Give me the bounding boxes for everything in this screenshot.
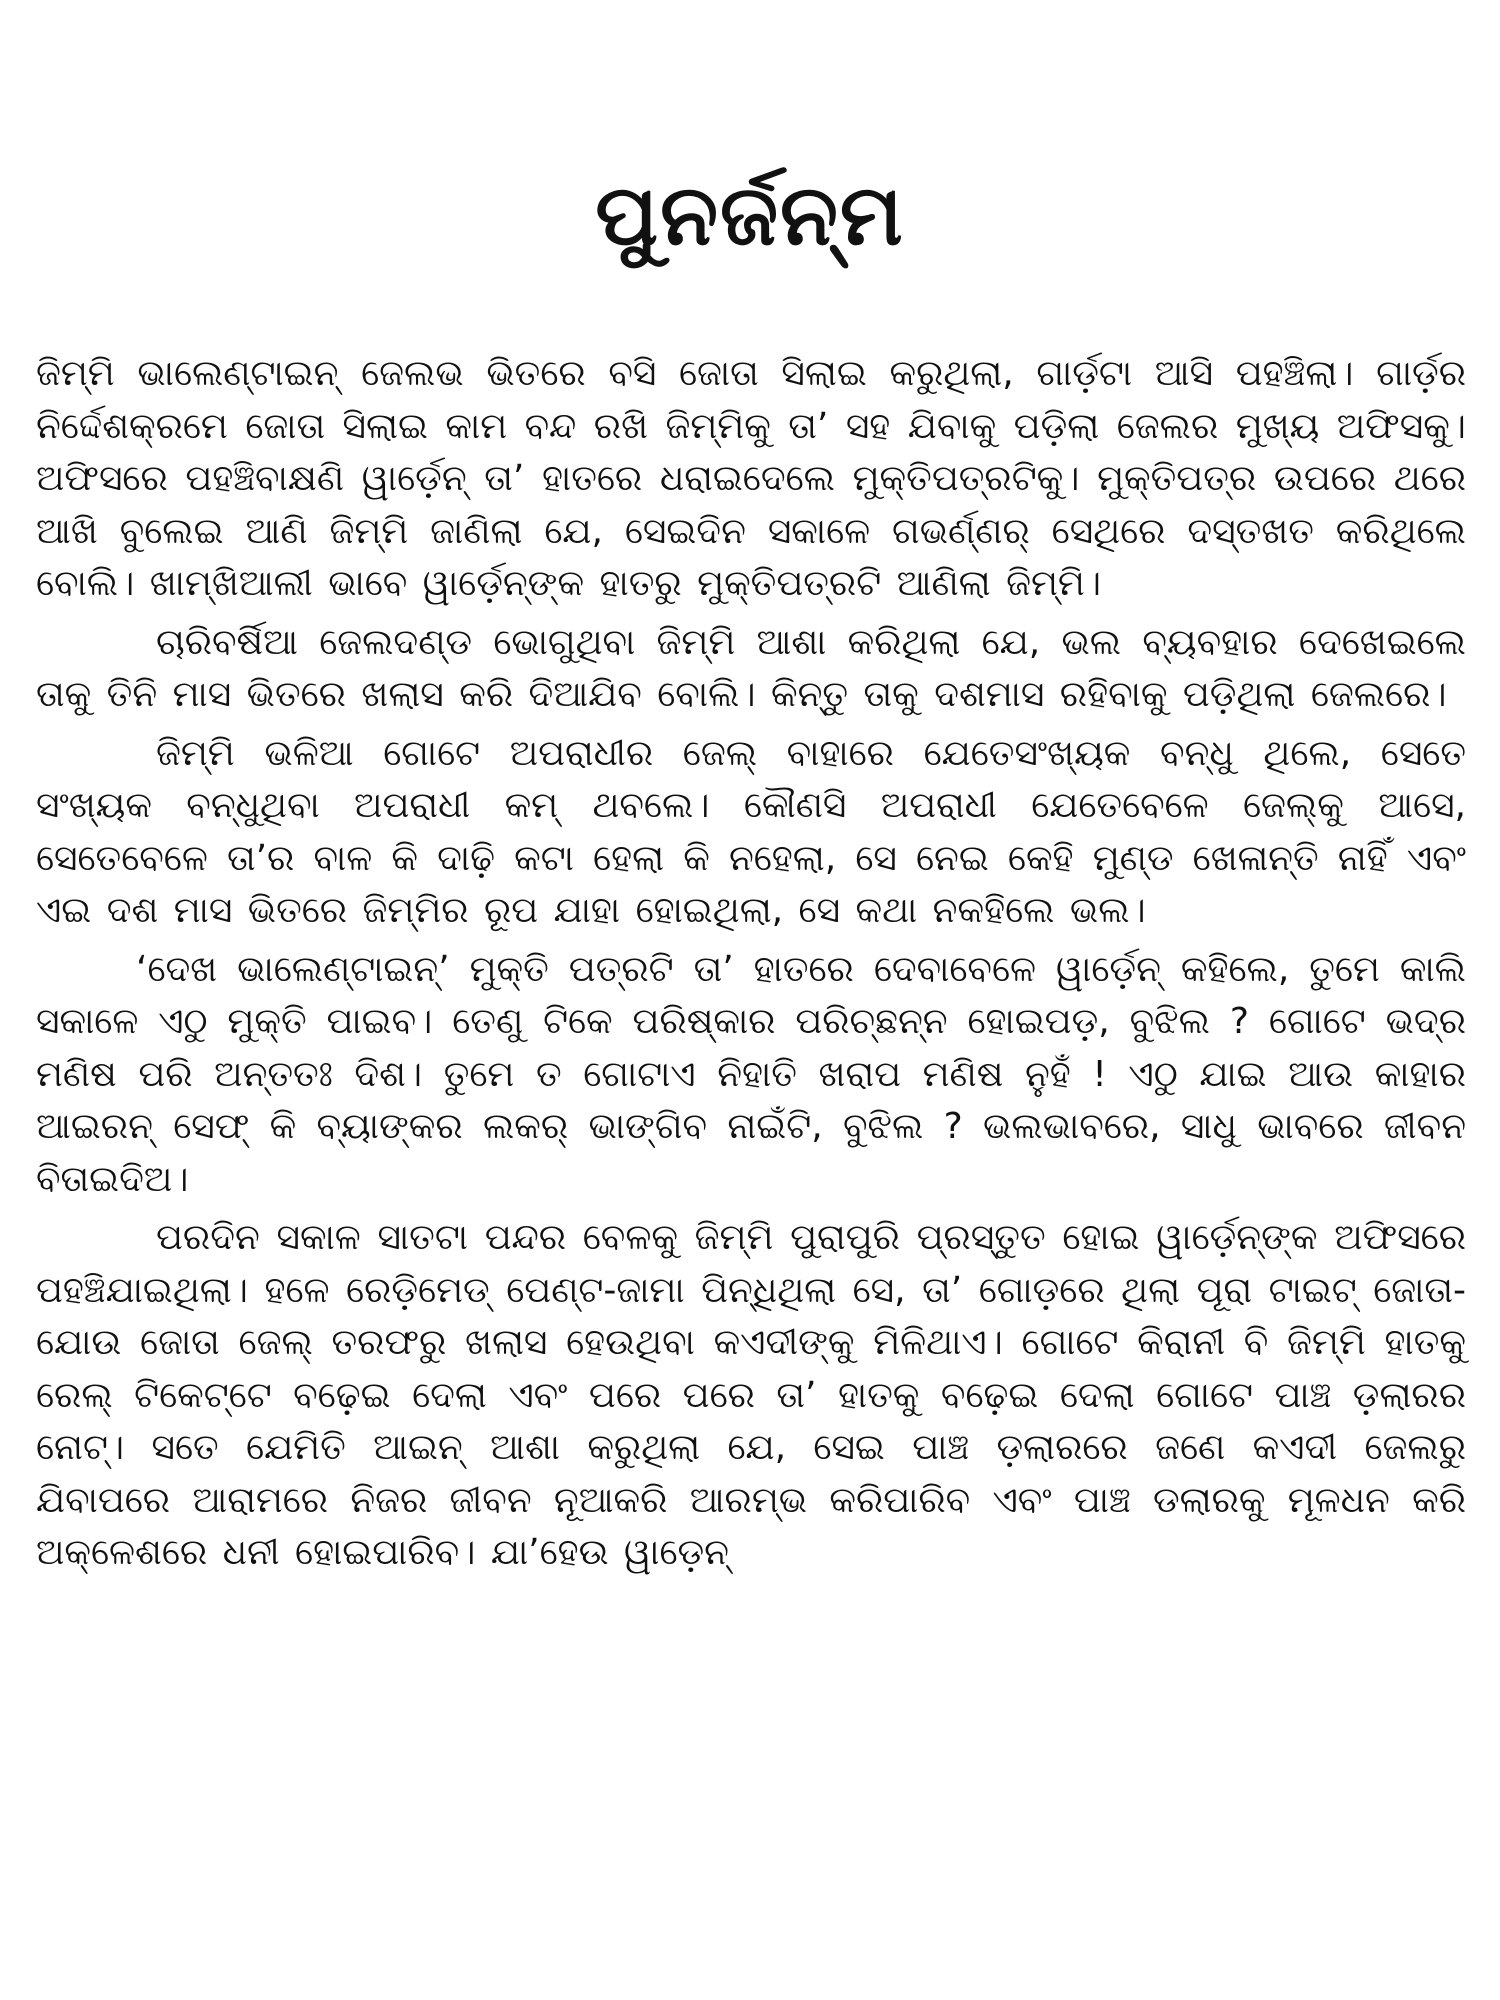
paragraph-3: ଜିମ୍ମି ଭଳିଆ ଗୋଟେ ଅପରାଧୀର ଜେଲ୍ ବାହାରେ ଯେତେସଂଖ୍ୟକ ବନ୍ଧୁ ଥିଲେ, ସେତେ ସଂଖ୍ୟକ ବନ୍ଧୁଥିବା ଅପରାଧୀ କମ୍ ଥବଲେ। କୌଣସି ଅପରାଧୀ ଯେତେବେଳେ ଜେଲ୍‌କୁ ଆସେ, ସେତେବେଳେ ତା’ର ବାଳ କି ଦାଢ଼ି କଟା ହେଲା କି ନହେଲା, ସେ ନେଇ କେହି ମୁଣ୍ଡ ଖେଳାନ୍ତି ନାହିଁ ଏବଂ ଏଇ ଦଶ ମାସ ଭିତରେ ଜିମ୍ମିର ରୂପ ଯାହା ହୋଇଥିଲା, ସେ କଥା ନକହିଲେ ଭଲ। [36,732,1466,931]
page-title: ପୁନର୍ଜନ୍ମ [595,166,905,264]
paragraph-1: ଜିମ୍ମି ଭାଲେଣ୍ଟାଇନ୍ ଜେଲଭ ଭିତରେ ବସି ଜୋତା ସିଲାଇ କରୁଥିଲା, ଗାର୍ଡ଼ଟା ଆସି ପହଞ୍ଚିଲା। ଗାର୍ଡ଼ର ନିର୍ଦ୍ଦେଶକ୍ରମେ ଜୋତା ସିଲାଇ କାମ ବନ୍ଦ ରଖି ଜିମ୍ମିକୁ ତା’ ସହ ଯିବାକୁ ପଡ଼ିଲା ଜେଲର ମୁଖ୍ୟ ଅଫିସକୁ। ଅଫିସରେ ପହଞ୍ଚିବାକ୍ଷଣି ୱାର୍ଡ଼େନ୍ ତା’ ହାତରେ ଧରାଇଦେଲେ ମୁକ୍ତିପତ୍ରଟିକୁ। ମୁକ୍ତିପତ୍ର ଉପରେ ଥରେ ଆଖି ବୁଲେଇ ଆଣି ଜିମ୍ମି ଜାଣିଲା ଯେ, ସେଇଦିନ ସକାଳେ ଗଭର୍ଣ୍ଣର୍ ସେଥିରେ ଦସ୍ତଖତ କରିଥିଲେ ବୋଲି। ଖାମ୍‌ଖିଆଲୀ ଭାବେ ୱାର୍ଡ଼େନ୍‌ଙ୍କ ହାତରୁ ମୁକ୍ତିପତ୍ରଟି ଆଣିଲା ଜିମ୍ମି। [36,353,1466,604]
story-body [36,348,1466,1580]
paragraph-2: ଚାରିବର୍ଷିଆ ଜେଲଦଣ୍ଡ ଭୋଗୁଥିବା ଜିମ୍ମି ଆଶା କରିଥିଲା ଯେ, ଭଲ ବ୍ୟବହାର ଦେଖେଇଲେ ତାକୁ ତିନି ମାସ ଭିତରେ ଖଲାସ କରି ଦିଆଯିବ ବୋଲି। କିନ୍ତୁ ତାକୁ ଦଶମାସ ରହିବାକୁ ପଡ଼ିଥିଲା ଜେଲରେ। [36,621,1466,715]
paragraph-5: ପରଦିନ ସକାଳ ସାତଟା ପନ୍ଦର ବେଳକୁ ଜିମ୍ମି ପୁରାପୁରି ପ୍ରସ୍ତୁତ ହୋଇ ୱାର୍ଡ଼େନ୍‌ଙ୍କ ଅଫିସରେ ପହଞ୍ଚିଯାଇଥିଲା। ହଳେ ରେଡ଼ିମେଡ୍ ପେଣ୍ଟ-ଜାମା ପିନ୍ଧିଥିଲା ସେ, ତା’ ଗୋଡ଼ରେ ଥିଲା ପୂରା ଟାଇଟ୍ ଜୋତା- ଯୋଉ ଜୋତା ଜେଲ୍ ତରଫରୁ ଖଲାସ ହେଉଥିବା କଏଦୀଙ୍କୁ ମିଳିଥାଏ। ଗୋଟେ କିରାନୀ ବି ଜିମ୍ମି ହାତକୁ ରେଲ୍ ଟିକେଟ୍‌ଟେ ବଢ଼େଇ ଦେଲା ଏବଂ ପରେ ପରେ ତା’ ହାତକୁ ବଢ଼େଇ ଦେଲା ଗୋଟେ ପାଞ୍ଚ ଡ଼ଲାରର ନୋଟ୍। ସତେ ଯେମିତି ଆଇନ୍ ଆଶା କରୁଥିଲା ଯେ, ସେଇ ପାଞ୍ଚ ଡ଼ଲାରରେ ଜଣେ କଏଦୀ ଜେଲରୁ ଯିବାପରେ ଆରାମରେ ନିଜର ଜୀବନ ନୂଆକରି ଆରମ୍ଭ କରିପାରିବ ଏବଂ ପାଞ୍ଚ ଡଲାରକୁ ମୂଳଧନ କରି ଅକ୍ଳେଶରେ ଧନୀ ହୋଇପାରିବ। ଯା’ହେଉ ୱାଡ଼େନ୍ [36,1217,1466,1573]
paragraph-4: ‘ଦେଖ ଭାଲେଣ୍ଟାଇନ୍’ ମୁକ୍ତି ପତ୍ରଟି ତା’ ହାତରେ ଦେବାବେଳେ ୱାର୍ଡ଼େନ୍ କହିଲେ, ତୁମେ କାଲି ସକାଳେ ଏଠୁ ମୁକ୍ତି ପାଇବ। ତେଣୁ ଟିକେ ପରିଷ୍କାର ପରିଚ୍ଛନ୍ନ ହୋଇପଡ଼, ବୁଝିଲ ? ଗୋଟେ ଭଦ୍ର ମଣିଷ ପରି ଅନ୍ତତଃ ଦିଶ। ତୁମେ ତ ଗୋଟାଏ ନିହାତି ଖରାପ ମଣିଷ ନୁହଁ ! ଏଠୁ ଯାଇ ଆଉ କାହାର ଆଇରନ୍ ସେଫ୍ କି ବ୍ୟାଙ୍କର ଲକର୍ ଭାଙ୍ଗିବ ନାଇଁଟି, ବୁଝିଲ ? ଭଲଭାବରେ, ସାଧୁ ଭାବରେ ଜୀବନ ବିତାଇଦିଅ। [36,948,1466,1200]
